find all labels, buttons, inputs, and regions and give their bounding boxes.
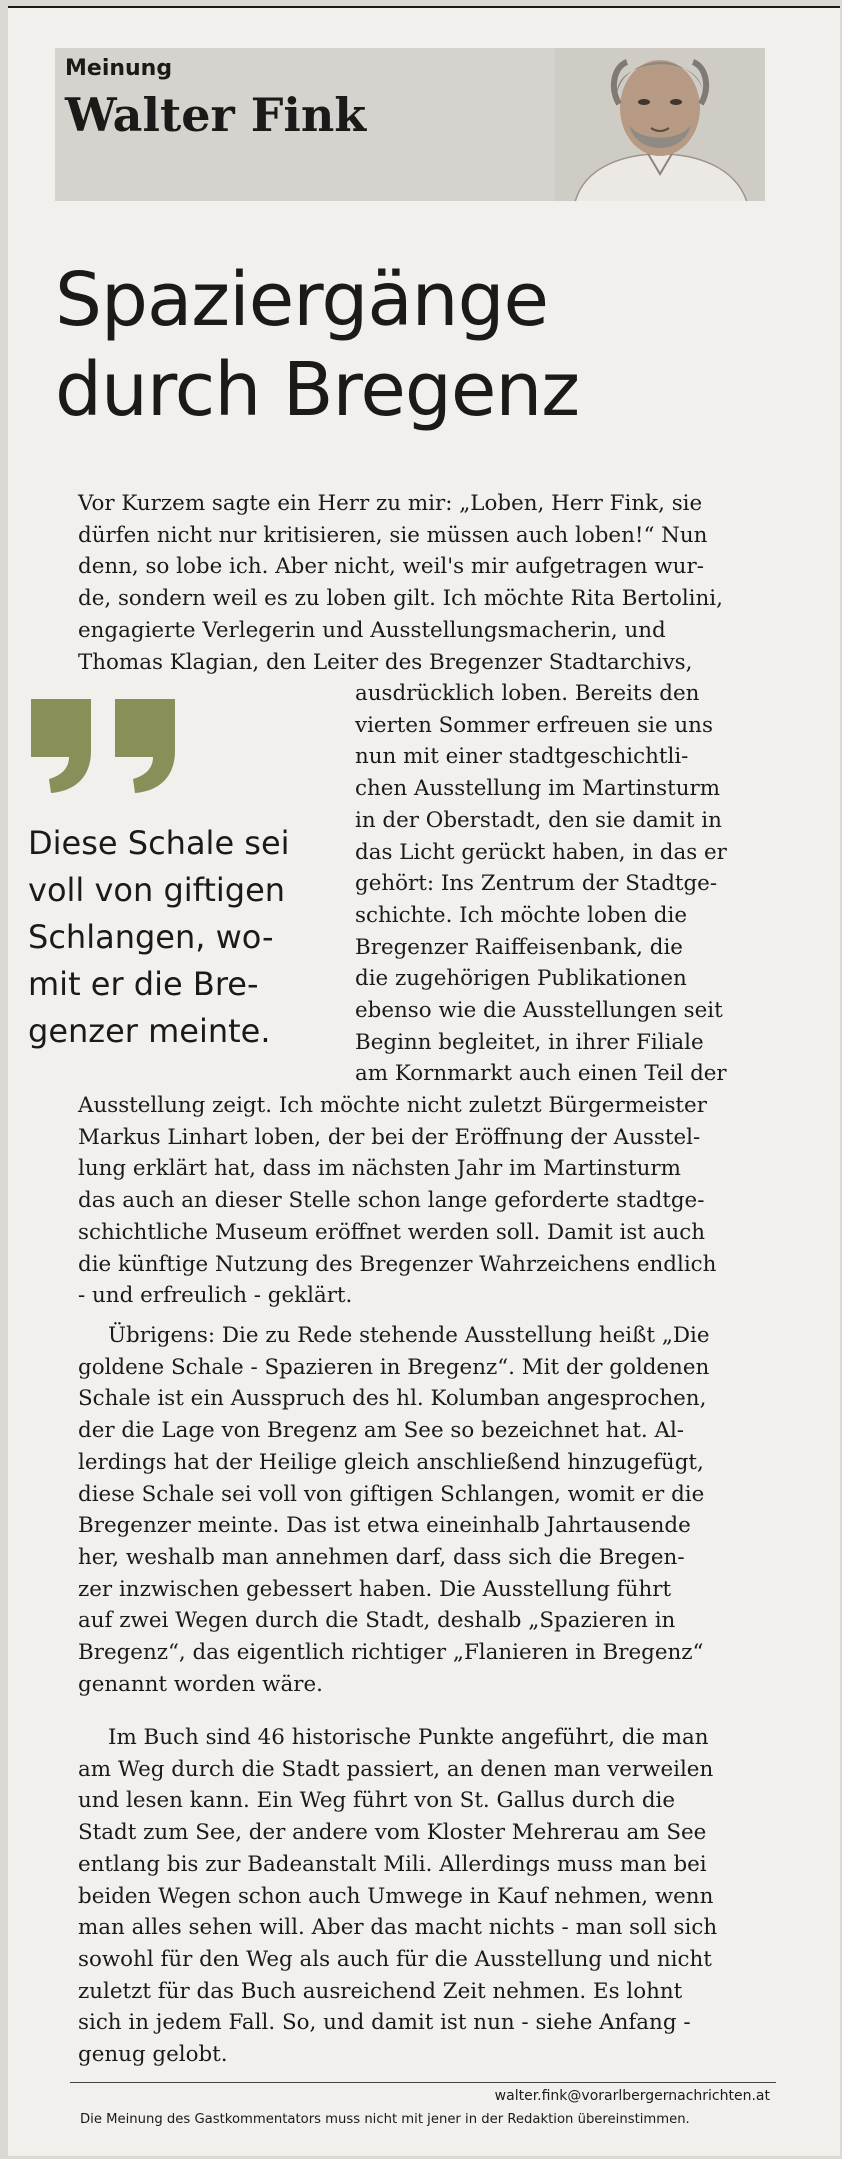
paragraph-1-rest <box>78 1090 768 1312</box>
text-line: dürfen nicht nur kritisieren, sie müssen auch loben!“ Nun <box>78 522 708 548</box>
pull-quote-line: Diese Schale sei <box>28 824 290 862</box>
text-line: Im Buch sind 46 historische Punkte angeführt, die man <box>108 1725 709 1750</box>
text-line: auf zwei Wegen durch die Stadt, deshalb „Spazieren in <box>78 1608 676 1634</box>
paragraph-1-narrow <box>355 678 765 1090</box>
footer-rule <box>70 2082 776 2083</box>
pull-quote-line: voll von giftigen <box>28 871 286 909</box>
text-line: das auch an dieser Stelle schon lange geforderte stadtge- <box>78 1188 705 1214</box>
author-email[interactable]: walter.fink@vorarlbergernachrichten.at <box>494 2088 770 2104</box>
text-line: genug gelobt. <box>78 2042 228 2068</box>
text-line: - und erfreulich - geklärt. <box>78 1283 353 1309</box>
top-rule <box>8 6 840 8</box>
text-line: chen Ausstellung im Martinsturm <box>355 776 721 802</box>
text-line: Bregenz“, das eigentlich richtiger „Flanieren in Bregenz“ <box>78 1640 704 1666</box>
text-line: de, sondern weil es zu loben gilt. Ich möchte Rita Bertolini, <box>78 586 723 612</box>
text-line: schichtliche Museum eröffnet werden soll. Damit ist auch <box>78 1219 705 1245</box>
disclaimer: Die Meinung des Gastkommentators muss nicht mit jener in der Redaktion übereinstimmen. <box>80 2112 690 2127</box>
paragraph-2 <box>78 1320 768 1700</box>
pull-quote-line: genzer meinte. <box>28 1012 271 1050</box>
text-line: man alles sehen will. Aber das macht nichts - man soll sich <box>78 1915 718 1941</box>
paragraph-3 <box>78 1722 768 2071</box>
text-line: am Weg durch die Stadt passiert, an denen man verweilen <box>78 1756 714 1782</box>
text-line: Schale ist ein Ausspruch des hl. Kolumban angesprochen, <box>78 1386 707 1412</box>
text-line: diese Schale sei voll von giftigen Schlangen, womit er die <box>78 1481 705 1507</box>
text-line: schichte. Ich möchte loben die <box>355 902 688 928</box>
text-line: denn, so lobe ich. Aber nicht, weil's mir aufgetragen wur- <box>78 554 704 580</box>
text-line: zer inzwischen gebessert haben. Die Ausstellung führt <box>78 1576 672 1602</box>
text-line: Stadt zum See, der andere vom Kloster Mehrerau am See <box>78 1820 707 1846</box>
text-line: beiden Wegen schon auch Umwege in Kauf nehmen, wenn <box>78 1883 714 1909</box>
quote-mark-icon <box>25 695 185 795</box>
text-line: genannt worden wäre. <box>78 1671 323 1697</box>
column-header <box>55 48 765 201</box>
text-line: goldene Schale - Spazieren in Bregenz“. Mit der goldenen <box>78 1354 710 1380</box>
text-line: her, weshalb man annehmen darf, dass sich die Bregen- <box>78 1544 685 1570</box>
author-name: Walter Fink <box>65 88 367 142</box>
text-line: die zugehörigen Publikationen <box>355 966 687 992</box>
text-line: zuletzt für das Buch ausreichend Zeit nehmen. Es lohnt <box>78 1978 683 2004</box>
text-line: lerdings hat der Heilige gleich anschließend hinzugefügt, <box>78 1449 704 1475</box>
headline-line: Spaziergänge <box>55 257 549 343</box>
text-line: lung erklärt hat, dass im nächsten Jahr im Martinsturm <box>78 1156 681 1182</box>
text-line: der die Lage von Bregenz am See so bezeichnet hat. Al- <box>78 1418 685 1444</box>
text-line: sich in jedem Fall. So, und damit ist nun - siehe Anfang - <box>78 2010 691 2036</box>
text-line: und lesen kann. Ein Weg führt von St. Gallus durch die <box>78 1788 676 1814</box>
text-line: am Kornmarkt auch einen Teil der <box>355 1061 727 1087</box>
text-line: ebenso wie die Ausstellungen seit <box>355 998 723 1024</box>
pull-quote-line: Schlangen, wo- <box>28 918 274 956</box>
author-portrait <box>555 48 765 201</box>
text-line: die künftige Nutzung des Bregenzer Wahrzeichens endlich <box>78 1251 717 1277</box>
text-line: vierten Sommer erfreuen sie uns <box>355 712 713 738</box>
pull-quote-line: mit er die Bre- <box>28 965 259 1003</box>
headline <box>55 255 655 435</box>
text-line: Bregenzer Raiffeisenbank, die <box>355 934 683 960</box>
text-line: Beginn begleitet, in ihrer Filiale <box>355 1029 704 1055</box>
text-line: ausdrücklich loben. Bereits den <box>355 681 700 706</box>
text-line: Übrigens: Die zu Rede stehende Ausstellung heißt „Die <box>108 1323 710 1348</box>
headline-line: durch Bregenz <box>55 347 580 433</box>
column-kicker: Meinung <box>65 56 173 81</box>
paragraph-1-intro <box>78 488 768 678</box>
text-line: engagierte Verlegerin und Ausstellungsmacherin, und <box>78 617 666 643</box>
text-line: sowohl für den Weg als auch für die Ausstellung und nicht <box>78 1946 712 1972</box>
text-line: Ausstellung zeigt. Ich möchte nicht zuletzt Bürgermeister <box>78 1093 707 1118</box>
text-line: Thomas Klagian, den Leiter des Bregenzer Stadtarchivs, <box>78 649 693 675</box>
text-line: in der Oberstadt, den sie damit in <box>355 807 722 833</box>
pull-quote <box>28 820 318 1055</box>
text-line: das Licht gerückt haben, in das er <box>355 839 727 865</box>
text-line: Bregenzer meinte. Das ist etwa eineinhalb Jahrtausende <box>78 1513 691 1539</box>
text-line: entlang bis zur Badeanstalt Mili. Allerdings muss man bei <box>78 1851 707 1877</box>
text-line: Vor Kurzem sagte ein Herr zu mir: „Loben, Herr Fink, sie <box>78 491 703 516</box>
text-line: Markus Linhart loben, der bei der Eröffnung der Ausstel- <box>78 1124 701 1150</box>
text-line: nun mit einer stadtgeschichtli- <box>355 744 689 770</box>
text-line: gehört: Ins Zentrum der Stadtge- <box>355 871 718 897</box>
